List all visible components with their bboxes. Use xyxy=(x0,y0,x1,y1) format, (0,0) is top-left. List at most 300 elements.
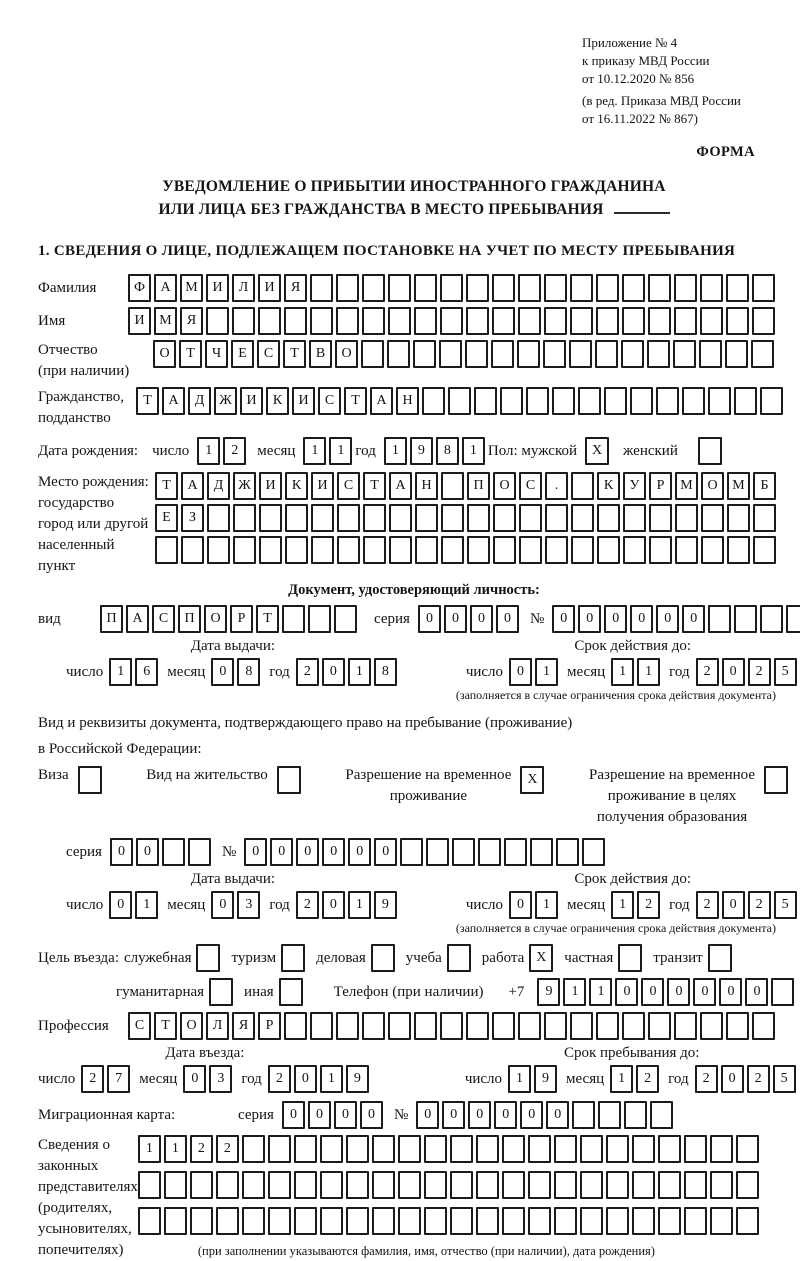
form-cell[interactable]: О xyxy=(180,1012,203,1040)
form-cell[interactable]: 0 xyxy=(494,1101,517,1129)
form-cell[interactable] xyxy=(310,1012,333,1040)
form-cell[interactable] xyxy=(398,1171,421,1199)
checkbox-chastnaya[interactable] xyxy=(618,944,642,972)
form-cell[interactable] xyxy=(571,472,594,500)
form-cell[interactable] xyxy=(450,1135,473,1163)
form-cell[interactable] xyxy=(242,1171,265,1199)
form-cell[interactable] xyxy=(387,340,410,368)
form-cell[interactable]: 0 xyxy=(270,838,293,866)
form-cell[interactable] xyxy=(337,504,360,532)
form-cell[interactable] xyxy=(752,1012,775,1040)
form-cell[interactable]: 1 xyxy=(611,658,634,686)
form-cell[interactable] xyxy=(285,536,308,564)
form-cell[interactable] xyxy=(656,387,679,415)
form-cell[interactable] xyxy=(752,307,775,335)
form-cell[interactable] xyxy=(543,340,566,368)
form-cell[interactable] xyxy=(544,1012,567,1040)
checkbox-inaya[interactable] xyxy=(279,978,303,1006)
form-cell[interactable] xyxy=(233,504,256,532)
form-cell[interactable] xyxy=(207,536,230,564)
form-cell[interactable] xyxy=(606,1135,629,1163)
form-cell[interactable]: 0 xyxy=(308,1101,331,1129)
form-cell[interactable]: У xyxy=(623,472,646,500)
form-cell[interactable]: 9 xyxy=(534,1065,557,1093)
form-cell[interactable] xyxy=(727,536,750,564)
form-cell[interactable] xyxy=(400,838,423,866)
form-cell[interactable] xyxy=(570,307,593,335)
form-cell[interactable] xyxy=(727,504,750,532)
checkbox-turizm[interactable] xyxy=(281,944,305,972)
form-cell[interactable]: А xyxy=(389,472,412,500)
form-cell[interactable] xyxy=(519,504,542,532)
form-cell[interactable]: 1 xyxy=(563,978,586,1006)
form-cell[interactable]: 0 xyxy=(682,605,705,633)
form-cell[interactable]: 0 xyxy=(136,838,159,866)
form-cell[interactable] xyxy=(771,978,794,1006)
form-cell[interactable]: 2 xyxy=(296,658,319,686)
form-cell[interactable] xyxy=(268,1171,291,1199)
form-cell[interactable]: Ж xyxy=(214,387,237,415)
form-cell[interactable] xyxy=(632,1171,655,1199)
form-cell[interactable]: 1 xyxy=(303,437,326,465)
form-cell[interactable]: И xyxy=(259,472,282,500)
form-cell[interactable] xyxy=(502,1171,525,1199)
form-cell[interactable]: 0 xyxy=(109,891,132,919)
form-cell[interactable]: 0 xyxy=(416,1101,439,1129)
form-cell[interactable] xyxy=(526,387,549,415)
form-cell[interactable] xyxy=(528,1171,551,1199)
form-cell[interactable] xyxy=(554,1135,577,1163)
form-cell[interactable]: С xyxy=(257,340,280,368)
form-cell[interactable] xyxy=(621,340,644,368)
form-cell[interactable]: 2 xyxy=(636,1065,659,1093)
form-cell[interactable] xyxy=(658,1135,681,1163)
form-cell[interactable] xyxy=(734,387,757,415)
form-cell[interactable] xyxy=(362,1012,385,1040)
form-cell[interactable] xyxy=(517,340,540,368)
form-cell[interactable] xyxy=(518,1012,541,1040)
form-cell[interactable] xyxy=(414,1012,437,1040)
form-cell[interactable]: 0 xyxy=(374,838,397,866)
form-cell[interactable] xyxy=(363,504,386,532)
form-cell[interactable] xyxy=(708,387,731,415)
form-cell[interactable] xyxy=(710,1207,733,1235)
form-cell[interactable] xyxy=(466,1012,489,1040)
form-cell[interactable]: К xyxy=(597,472,620,500)
form-cell[interactable]: 1 xyxy=(611,891,634,919)
form-cell[interactable]: 6 xyxy=(135,658,158,686)
form-cell[interactable] xyxy=(624,1101,647,1129)
form-cell[interactable] xyxy=(569,340,592,368)
form-cell[interactable] xyxy=(441,504,464,532)
form-cell[interactable] xyxy=(190,1171,213,1199)
form-cell[interactable] xyxy=(164,1207,187,1235)
form-cell[interactable] xyxy=(346,1171,369,1199)
form-cell[interactable]: Л xyxy=(206,1012,229,1040)
form-cell[interactable] xyxy=(582,838,605,866)
form-cell[interactable] xyxy=(630,387,653,415)
form-cell[interactable] xyxy=(388,1012,411,1040)
form-cell[interactable] xyxy=(528,1207,551,1235)
form-cell[interactable]: 5 xyxy=(774,891,797,919)
form-cell[interactable]: И xyxy=(240,387,263,415)
form-cell[interactable] xyxy=(448,387,471,415)
form-cell[interactable] xyxy=(320,1207,343,1235)
form-cell[interactable]: 2 xyxy=(296,891,319,919)
form-cell[interactable] xyxy=(362,274,385,302)
form-cell[interactable]: 1 xyxy=(320,1065,343,1093)
form-cell[interactable]: И xyxy=(311,472,334,500)
checkbox-sluzhebnaya[interactable] xyxy=(196,944,220,972)
form-cell[interactable]: И xyxy=(206,274,229,302)
form-cell[interactable] xyxy=(604,387,627,415)
form-cell[interactable] xyxy=(710,1171,733,1199)
form-cell[interactable] xyxy=(752,274,775,302)
form-cell[interactable] xyxy=(440,1012,463,1040)
form-cell[interactable] xyxy=(259,504,282,532)
form-cell[interactable]: 0 xyxy=(656,605,679,633)
form-cell[interactable] xyxy=(726,1012,749,1040)
form-cell[interactable] xyxy=(606,1207,629,1235)
form-cell[interactable]: Е xyxy=(155,504,178,532)
form-cell[interactable] xyxy=(422,387,445,415)
form-cell[interactable] xyxy=(308,605,331,633)
form-cell[interactable] xyxy=(414,307,437,335)
form-cell[interactable]: С xyxy=(519,472,542,500)
form-cell[interactable] xyxy=(398,1207,421,1235)
form-cell[interactable]: 8 xyxy=(237,658,260,686)
form-cell[interactable]: 2 xyxy=(696,658,719,686)
form-cell[interactable] xyxy=(598,1101,621,1129)
form-cell[interactable] xyxy=(310,274,333,302)
form-cell[interactable]: 7 xyxy=(107,1065,130,1093)
form-cell[interactable]: 5 xyxy=(774,658,797,686)
form-cell[interactable] xyxy=(320,1171,343,1199)
form-cell[interactable] xyxy=(466,274,489,302)
form-cell[interactable] xyxy=(492,307,515,335)
form-cell[interactable]: 1 xyxy=(138,1135,161,1163)
form-cell[interactable]: О xyxy=(335,340,358,368)
form-cell[interactable]: 1 xyxy=(589,978,612,1006)
form-cell[interactable] xyxy=(424,1171,447,1199)
form-cell[interactable]: 2 xyxy=(695,1065,718,1093)
form-cell[interactable] xyxy=(216,1207,239,1235)
form-cell[interactable]: 0 xyxy=(578,605,601,633)
form-cell[interactable] xyxy=(336,1012,359,1040)
form-cell[interactable] xyxy=(424,1135,447,1163)
form-cell[interactable] xyxy=(519,536,542,564)
form-cell[interactable] xyxy=(544,307,567,335)
form-cell[interactable] xyxy=(736,1135,759,1163)
form-cell[interactable] xyxy=(450,1171,473,1199)
form-cell[interactable] xyxy=(424,1207,447,1235)
form-cell[interactable]: 1 xyxy=(164,1135,187,1163)
form-cell[interactable] xyxy=(493,504,516,532)
form-cell[interactable] xyxy=(372,1207,395,1235)
form-cell[interactable] xyxy=(337,536,360,564)
form-cell[interactable]: 8 xyxy=(436,437,459,465)
form-cell[interactable]: 2 xyxy=(748,658,771,686)
form-cell[interactable] xyxy=(284,1012,307,1040)
form-cell[interactable]: Т xyxy=(363,472,386,500)
form-cell[interactable] xyxy=(504,838,527,866)
form-cell[interactable] xyxy=(439,340,462,368)
form-cell[interactable]: Р xyxy=(258,1012,281,1040)
form-cell[interactable] xyxy=(415,504,438,532)
form-cell[interactable]: 1 xyxy=(610,1065,633,1093)
form-cell[interactable]: 0 xyxy=(509,658,532,686)
form-cell[interactable] xyxy=(233,536,256,564)
form-cell[interactable]: З xyxy=(181,504,204,532)
checkbox-gumanitarnaya[interactable] xyxy=(209,978,233,1006)
form-cell[interactable]: 2 xyxy=(216,1135,239,1163)
form-cell[interactable]: 0 xyxy=(444,605,467,633)
form-cell[interactable] xyxy=(544,274,567,302)
checkbox-visa[interactable] xyxy=(78,766,102,794)
form-cell[interactable]: 0 xyxy=(604,605,627,633)
checkbox-residence-permit[interactable] xyxy=(277,766,301,794)
form-cell[interactable] xyxy=(232,307,255,335)
form-cell[interactable] xyxy=(398,1135,421,1163)
form-cell[interactable] xyxy=(155,536,178,564)
form-cell[interactable]: 9 xyxy=(374,891,397,919)
form-cell[interactable]: 2 xyxy=(637,891,660,919)
form-cell[interactable]: 9 xyxy=(410,437,433,465)
form-cell[interactable]: Д xyxy=(188,387,211,415)
form-cell[interactable] xyxy=(334,605,357,633)
form-cell[interactable]: 0 xyxy=(719,978,742,1006)
form-cell[interactable]: 0 xyxy=(322,838,345,866)
form-cell[interactable] xyxy=(502,1207,525,1235)
form-cell[interactable] xyxy=(674,307,697,335)
form-cell[interactable]: 0 xyxy=(496,605,519,633)
form-cell[interactable] xyxy=(578,387,601,415)
form-cell[interactable] xyxy=(700,307,723,335)
form-cell[interactable] xyxy=(336,274,359,302)
form-cell[interactable] xyxy=(571,536,594,564)
form-cell[interactable] xyxy=(413,340,436,368)
form-cell[interactable] xyxy=(188,838,211,866)
form-cell[interactable] xyxy=(476,1207,499,1235)
form-cell[interactable] xyxy=(648,307,671,335)
form-cell[interactable] xyxy=(441,472,464,500)
checkbox-temp-residence-permit[interactable]: X xyxy=(520,766,544,794)
form-cell[interactable] xyxy=(675,504,698,532)
form-cell[interactable] xyxy=(284,307,307,335)
form-cell[interactable] xyxy=(336,307,359,335)
form-cell[interactable]: 1 xyxy=(535,658,558,686)
form-cell[interactable]: Т xyxy=(344,387,367,415)
form-cell[interactable]: Я xyxy=(232,1012,255,1040)
form-cell[interactable] xyxy=(466,307,489,335)
form-cell[interactable]: Ф xyxy=(128,274,151,302)
form-cell[interactable] xyxy=(242,1207,265,1235)
form-cell[interactable] xyxy=(440,307,463,335)
form-cell[interactable] xyxy=(311,504,334,532)
form-cell[interactable] xyxy=(658,1171,681,1199)
form-cell[interactable]: Т xyxy=(136,387,159,415)
form-cell[interactable] xyxy=(372,1171,395,1199)
form-cell[interactable]: 1 xyxy=(462,437,485,465)
form-cell[interactable]: 0 xyxy=(211,891,234,919)
form-cell[interactable]: А xyxy=(126,605,149,633)
form-cell[interactable] xyxy=(554,1171,577,1199)
form-cell[interactable]: 0 xyxy=(721,1065,744,1093)
form-cell[interactable] xyxy=(268,1135,291,1163)
form-cell[interactable] xyxy=(623,504,646,532)
form-cell[interactable] xyxy=(647,340,670,368)
form-cell[interactable]: Ч xyxy=(205,340,228,368)
form-cell[interactable] xyxy=(674,274,697,302)
form-cell[interactable]: 0 xyxy=(244,838,267,866)
form-cell[interactable] xyxy=(606,1171,629,1199)
form-cell[interactable] xyxy=(700,1012,723,1040)
form-cell[interactable]: 0 xyxy=(693,978,716,1006)
form-cell[interactable] xyxy=(650,1101,673,1129)
form-cell[interactable] xyxy=(700,274,723,302)
form-cell[interactable]: И xyxy=(258,274,281,302)
form-cell[interactable] xyxy=(362,307,385,335)
form-cell[interactable] xyxy=(500,387,523,415)
form-cell[interactable] xyxy=(545,504,568,532)
form-cell[interactable]: 2 xyxy=(223,437,246,465)
form-cell[interactable] xyxy=(675,536,698,564)
form-cell[interactable] xyxy=(622,307,645,335)
form-cell[interactable] xyxy=(734,605,757,633)
form-cell[interactable] xyxy=(372,1135,395,1163)
form-cell[interactable] xyxy=(622,1012,645,1040)
form-cell[interactable] xyxy=(492,1012,515,1040)
form-cell[interactable] xyxy=(736,1171,759,1199)
form-cell[interactable] xyxy=(320,1135,343,1163)
form-cell[interactable]: 0 xyxy=(470,605,493,633)
form-cell[interactable]: Т xyxy=(154,1012,177,1040)
form-cell[interactable]: П xyxy=(100,605,123,633)
form-cell[interactable] xyxy=(310,307,333,335)
form-cell[interactable] xyxy=(441,536,464,564)
form-cell[interactable] xyxy=(450,1207,473,1235)
form-cell[interactable]: С xyxy=(128,1012,151,1040)
form-cell[interactable] xyxy=(492,274,515,302)
form-cell[interactable] xyxy=(570,274,593,302)
form-cell[interactable]: 1 xyxy=(508,1065,531,1093)
form-cell[interactable]: О xyxy=(701,472,724,500)
form-cell[interactable] xyxy=(623,536,646,564)
form-cell[interactable]: М xyxy=(727,472,750,500)
form-cell[interactable] xyxy=(580,1135,603,1163)
form-cell[interactable]: А xyxy=(370,387,393,415)
form-cell[interactable]: О xyxy=(204,605,227,633)
form-cell[interactable]: 1 xyxy=(329,437,352,465)
form-cell[interactable] xyxy=(753,536,776,564)
form-cell[interactable]: 0 xyxy=(348,838,371,866)
form-cell[interactable] xyxy=(684,1171,707,1199)
form-cell[interactable]: Я xyxy=(284,274,307,302)
form-cell[interactable] xyxy=(346,1207,369,1235)
form-cell[interactable]: 1 xyxy=(637,658,660,686)
form-cell[interactable] xyxy=(556,838,579,866)
form-cell[interactable]: 9 xyxy=(346,1065,369,1093)
form-cell[interactable] xyxy=(259,536,282,564)
form-cell[interactable] xyxy=(649,504,672,532)
form-cell[interactable]: Б xyxy=(753,472,776,500)
form-cell[interactable]: 0 xyxy=(667,978,690,1006)
form-cell[interactable] xyxy=(597,504,620,532)
checkbox-tranzit[interactable] xyxy=(708,944,732,972)
form-cell[interactable]: 0 xyxy=(520,1101,543,1129)
form-cell[interactable]: И xyxy=(292,387,315,415)
checkbox-female[interactable] xyxy=(698,437,722,465)
form-cell[interactable] xyxy=(595,340,618,368)
form-cell[interactable] xyxy=(465,340,488,368)
form-cell[interactable] xyxy=(786,605,800,633)
form-cell[interactable] xyxy=(388,307,411,335)
form-cell[interactable] xyxy=(138,1207,161,1235)
form-cell[interactable] xyxy=(572,1101,595,1129)
form-cell[interactable] xyxy=(216,1171,239,1199)
form-cell[interactable] xyxy=(596,1012,619,1040)
checkbox-delovaya[interactable] xyxy=(371,944,395,972)
form-cell[interactable]: Н xyxy=(396,387,419,415)
form-cell[interactable] xyxy=(648,1012,671,1040)
form-cell[interactable]: Т xyxy=(256,605,279,633)
form-cell[interactable]: 1 xyxy=(135,891,158,919)
form-cell[interactable] xyxy=(753,504,776,532)
form-cell[interactable] xyxy=(726,307,749,335)
form-cell[interactable]: 0 xyxy=(552,605,575,633)
form-cell[interactable] xyxy=(282,605,305,633)
form-cell[interactable] xyxy=(285,504,308,532)
form-cell[interactable] xyxy=(467,536,490,564)
form-cell[interactable]: 2 xyxy=(696,891,719,919)
form-cell[interactable] xyxy=(760,605,783,633)
form-cell[interactable] xyxy=(426,838,449,866)
form-cell[interactable] xyxy=(736,1207,759,1235)
form-cell[interactable] xyxy=(751,340,774,368)
form-cell[interactable] xyxy=(162,838,185,866)
form-cell[interactable] xyxy=(311,536,334,564)
form-cell[interactable]: 0 xyxy=(334,1101,357,1129)
form-cell[interactable]: 0 xyxy=(211,658,234,686)
form-cell[interactable] xyxy=(597,536,620,564)
form-cell[interactable] xyxy=(725,340,748,368)
form-cell[interactable]: 0 xyxy=(296,838,319,866)
form-cell[interactable] xyxy=(388,274,411,302)
form-cell[interactable]: 0 xyxy=(183,1065,206,1093)
form-cell[interactable] xyxy=(708,605,731,633)
form-cell[interactable] xyxy=(268,1207,291,1235)
form-cell[interactable]: 0 xyxy=(294,1065,317,1093)
form-cell[interactable]: 2 xyxy=(190,1135,213,1163)
form-cell[interactable] xyxy=(518,274,541,302)
form-cell[interactable] xyxy=(493,536,516,564)
form-cell[interactable] xyxy=(452,838,475,866)
form-cell[interactable]: И xyxy=(128,307,151,335)
form-cell[interactable]: Л xyxy=(232,274,255,302)
form-cell[interactable]: 0 xyxy=(745,978,768,1006)
form-cell[interactable]: А xyxy=(181,472,204,500)
form-cell[interactable] xyxy=(571,504,594,532)
form-cell[interactable]: М xyxy=(154,307,177,335)
form-cell[interactable]: 5 xyxy=(773,1065,796,1093)
form-cell[interactable] xyxy=(580,1171,603,1199)
form-cell[interactable]: М xyxy=(180,274,203,302)
form-cell[interactable] xyxy=(294,1135,317,1163)
form-cell[interactable] xyxy=(596,307,619,335)
form-cell[interactable]: С xyxy=(318,387,341,415)
form-cell[interactable]: 3 xyxy=(237,891,260,919)
form-cell[interactable] xyxy=(207,504,230,532)
